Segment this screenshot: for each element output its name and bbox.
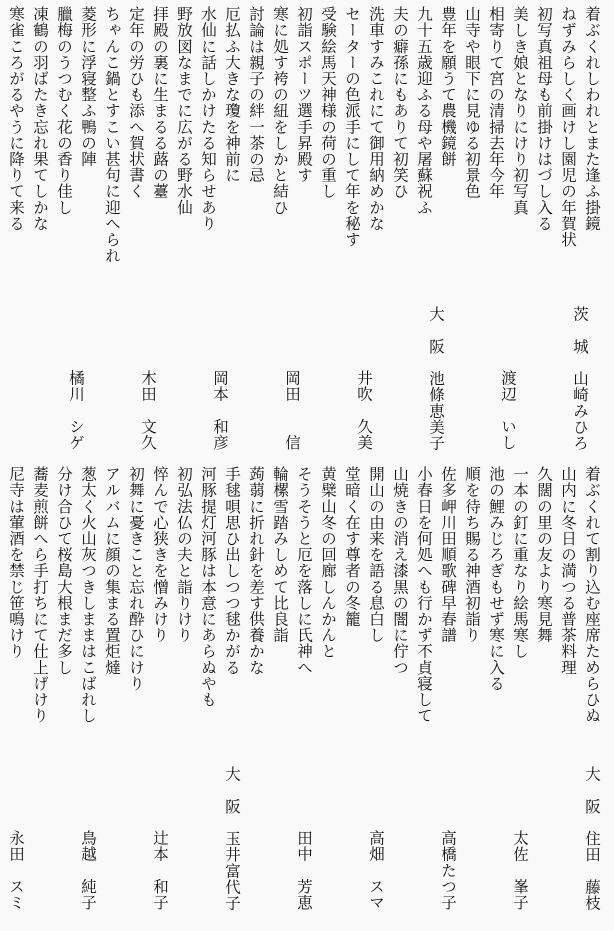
haiku-line: セーターの色派手にして年を秘す [343, 6, 361, 248]
haiku-line: 一本の釘に重なり絵馬寒し [511, 466, 529, 660]
haiku-line: 相寄りて宮の清掃去年今年 [487, 6, 505, 200]
author-name: 田中 芳恵 [295, 830, 313, 911]
author-name: 太佐 峯子 [511, 830, 529, 911]
haiku-line: 山焼きの消え漆黒の闇に佇つ [391, 466, 409, 676]
author-name: 木田 文久 [139, 370, 157, 451]
haiku-line: 臘梅のうつむく花の香り佳し [55, 6, 73, 216]
haiku-line: 寒雀ころがるやうに降りて来る [7, 6, 25, 232]
haiku-line: 佐多岬川田順歌碑早春譜 [439, 466, 457, 644]
haiku-line: 美しき娘となりにけり初写真 [511, 6, 529, 216]
haiku-line: 着ぶくれて割り込む座席ためらひぬ [583, 466, 601, 724]
haiku-line: 九十五歳迎ふる母や屠蘇祝ふ [415, 6, 433, 216]
haiku-line: アルバムに顔の集まる置炬燵 [103, 466, 121, 676]
haiku-line: 順を待ち賜る神酒初詣り [463, 466, 481, 644]
author-name: 井吹 久美 [355, 370, 373, 451]
author-entry [568, 306, 592, 451]
author-place: 大 阪 [583, 766, 601, 815]
haiku-line: 尼寺は葷酒を禁じ笹鳴けり [7, 466, 25, 660]
haiku-line: 開山の由来を語る息白し [367, 466, 385, 644]
haiku-line: 手毬唄思ひ出しつつ毬かがる [223, 466, 241, 676]
haiku-line: 夫の癖孫にもありて初笑ひ [391, 6, 409, 200]
haiku-line: 黄檗山冬の回廊しんかんと [319, 466, 337, 660]
haiku-line: 拝殿の裏に生まるる蕗の薹 [151, 6, 169, 200]
author-name: 渡辺 いし [499, 370, 517, 451]
haiku-line: 山内に冬日の満つる普茶料理 [559, 466, 577, 676]
haiku-line: ねずみらしく画けし園児の年賀状 [559, 6, 577, 248]
author-entry [364, 830, 388, 911]
author-entry [208, 370, 232, 451]
haiku-line: 初詣スポーツ選手昇殿す [295, 6, 313, 184]
bottom-section [0, 466, 614, 928]
haiku-line: 輪樏雪踏みしめて比良詣 [271, 466, 289, 644]
haiku-line: そうそうと厄を落しに氏神へ [295, 466, 313, 676]
haiku-line: 水仙に話しかけたる知らせあり [199, 6, 217, 232]
haiku-line: 定年の労ひも添へ賀状書く [127, 6, 145, 200]
author-name: 岡本 和彦 [211, 370, 229, 451]
haiku-line: 蕎麦煎餅へら手打ちにて仕上げけり [31, 466, 49, 724]
haiku-line: 菱形に浮寝整ふ鴨の陣 [79, 6, 97, 167]
author-entry [280, 370, 304, 451]
haiku-line: 悴んで心狭きを憎みけり [151, 466, 169, 644]
author-name: 永田 スミ [7, 830, 25, 911]
haiku-line: 着ぶくれしわれとまた逢ふ掛鏡 [583, 6, 601, 232]
author-entry [424, 306, 448, 451]
haiku-line: ちゃんこ鍋とすこい甚句に迎へられ [103, 6, 121, 264]
haiku-line: 久闊の里の友より寒見舞 [535, 466, 553, 644]
haiku-line: 初舞に憂きこと忘れ酔ひにけり [127, 466, 145, 692]
author-place: 大 阪 [223, 766, 241, 815]
haiku-line: 葱太く火山灰つきしままはこばれし [79, 466, 97, 724]
haiku-line: 野放図なまでに広がる野水仙 [175, 6, 193, 216]
haiku-line: 池の鯉みじろぎもせず寒に入る [487, 466, 505, 692]
author-entry [64, 370, 88, 451]
haiku-line: 厄払ふ大きな瓊を神前に [223, 6, 241, 184]
author-name: 高橋たつ子 [439, 830, 457, 911]
author-entry [76, 830, 100, 911]
author-entry [352, 370, 376, 451]
haiku-line: 洗車すみこれにて御用納めかな [367, 6, 385, 232]
haiku-line: 豊年を願うて農機鏡餅 [439, 6, 457, 167]
author-entry [148, 830, 172, 911]
author-entry [4, 830, 28, 911]
haiku-line: 凍鶴の羽ばたき忘れ果てしかな [31, 6, 49, 232]
haiku-line: 分け合ひて桜島大根まだ多し [55, 466, 73, 676]
haiku-line: 討論は親子の絆一茶の忌 [247, 6, 265, 184]
author-entry [436, 830, 460, 911]
author-entry [292, 830, 316, 911]
haiku-line: 寒に処す袴の紐をしかと結ひ [271, 6, 289, 216]
haiku-line: 蒟蒻に折れ針を差す供養かな [247, 466, 265, 676]
author-name: 辻本 和子 [151, 830, 169, 911]
author-entry [580, 766, 604, 911]
haiku-line: 河豚提灯河豚は本意にあらぬやも [199, 466, 217, 708]
author-name: 池條恵美子 [427, 370, 445, 451]
author-name: 岡田 信 [283, 370, 301, 451]
author-entry [508, 830, 532, 911]
top-section [0, 6, 614, 468]
haiku-line: 受験絵馬天神様の荷の重し [319, 6, 337, 200]
author-place: 大 阪 [427, 306, 445, 355]
author-name: 鳥越 純子 [79, 830, 97, 911]
author-name: 住田 藤枝 [583, 830, 601, 911]
author-entry [136, 370, 160, 451]
author-place: 茨 城 [571, 306, 589, 355]
author-name: 高畑 スマ [367, 830, 385, 911]
author-name: 橘川 シゲ [67, 370, 85, 451]
author-entry [220, 766, 244, 911]
haiku-line: 山寺や眼下に見ゆる初景色 [463, 6, 481, 200]
author-entry [496, 370, 520, 451]
author-name: 山崎みひろ [571, 370, 589, 451]
author-name: 玉井富代子 [223, 830, 241, 911]
haiku-line: 小春日を何処へも行かず不貞寝して [415, 466, 433, 724]
haiku-line: 堂暗く在す尊者の冬籠 [343, 466, 361, 627]
haiku-line: 初写真祖母も前掛けはづし入る [535, 6, 553, 232]
haiku-line: 初弘法仏の夫と詣りけり [175, 466, 193, 644]
